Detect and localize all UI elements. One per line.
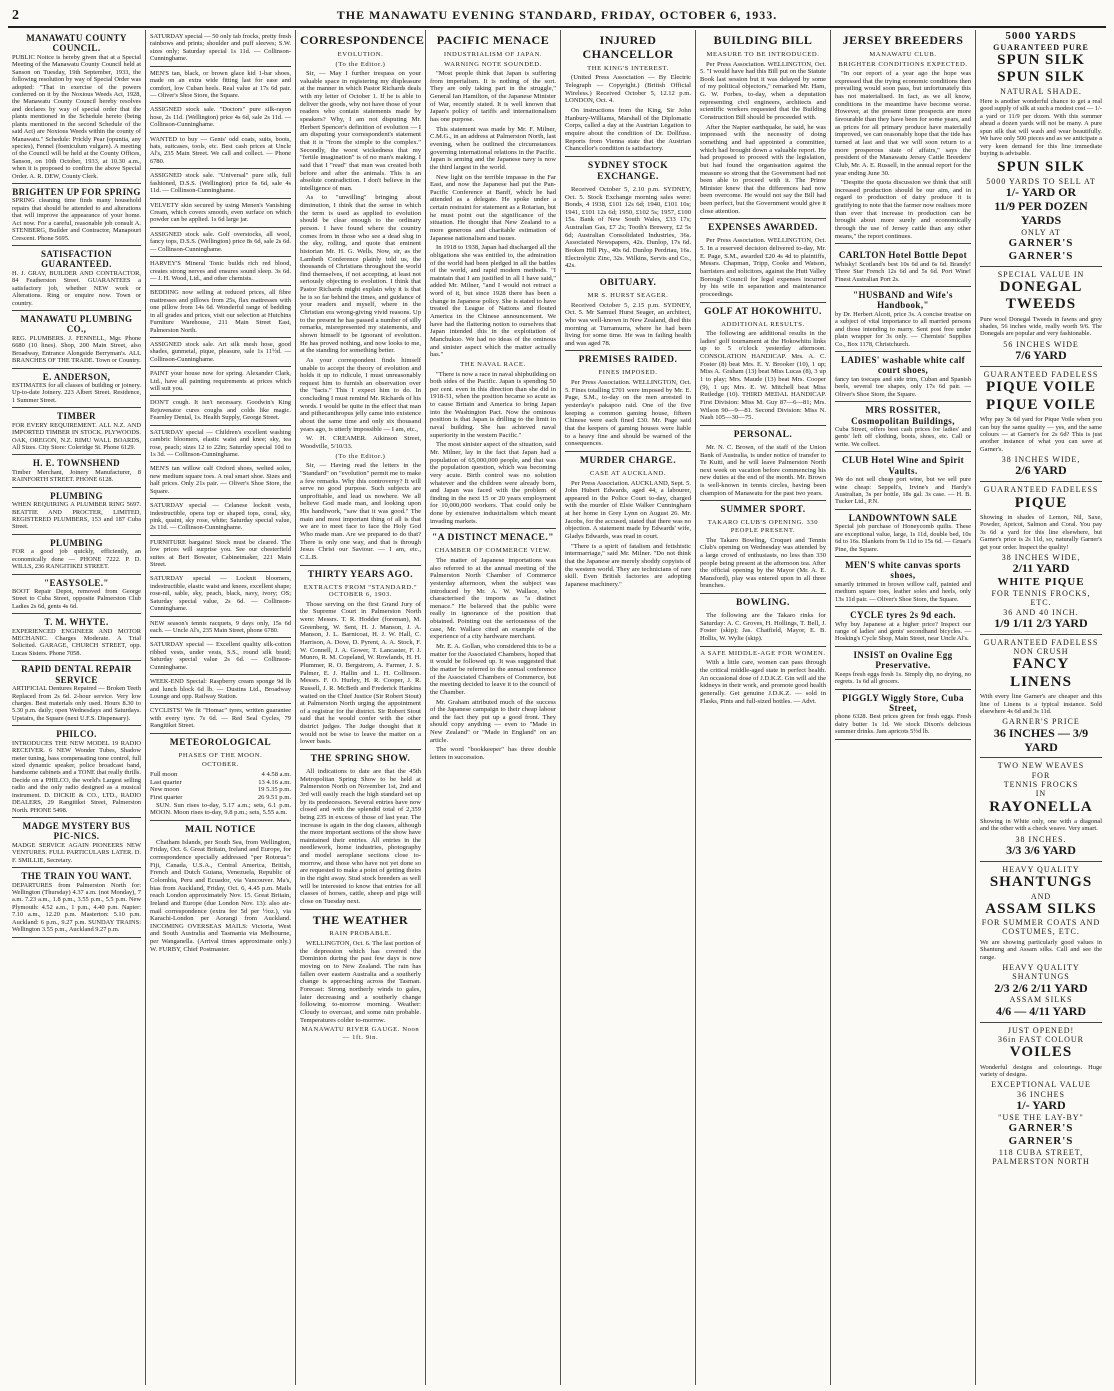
ad-line: HEAVY QUALITY SHANTUNGS (1002, 963, 1080, 982)
classified-ad-title: TIMBER (57, 411, 96, 422)
article-paragraph: Mr. Graham attributed much of the success of the Japanese campaign to their cheap labour and the fact they put up a good front. They should copy anything — even to "Made in New Zealand" or "Made in England" on an article. (430, 698, 556, 744)
classified-ad-body: SATURDAY special — 50 only tab frocks, pretty fresh rainbows and prints; shoulder and puff sleeves; S.W. sizes only; Saturday special 1s 11d. — Collinson-Cunninghame. (150, 33, 291, 63)
classified-ad-body: by Dr. Herbert Alcott, price 3s. A concise treatise on a subject of vital importance to all married persons and those intending to marry. Sent post free under plain wrapper for 3s only. — Chemists' Supplies Co., Box 1178, Christchurch. (835, 310, 971, 348)
ad-text: We are showing particularly good values in Shantung and Assam silks. Call and see the range. (980, 938, 1102, 961)
classified-ad-body: PAINT your house now for spring. Alexander Clark, Ltd., have all painting requirements at prices which will suit you. (150, 370, 291, 393)
classified-ad (12, 246, 141, 311)
classified-ad (150, 286, 291, 338)
ad-line: PIQUE VOILE (985, 396, 1097, 413)
ad-line: GARNER'S (1008, 1122, 1074, 1135)
classified-ad-title: PHILCO. (56, 729, 97, 740)
classified-ad (150, 426, 291, 463)
column-classifieds-2 (146, 30, 295, 1385)
classified-ad (150, 462, 291, 499)
ad-text: Wonderful designs and colourings. Huge variety of designs. (980, 1063, 1102, 1078)
moon-phases-table (150, 771, 291, 802)
ad-text: Here is another wonderful chance to get a real good supply of silk at such a modest cost — 1/- a yard or 11/9 per dozen. With this summer ahead a dozen yards will not be many. A pure spun silk that will wash and wear beautifully. We have only 500 pieces and as we anticipate a very keen demand for this line immediate buying is advisable. (980, 98, 1102, 158)
classified-ad (150, 257, 291, 286)
ad-line: 36 INCHES (1017, 1089, 1065, 1099)
ad-line: IN (1035, 789, 1047, 799)
ad-line: ONLY AT (1021, 227, 1061, 237)
classified-ad-body: WHEN REQUIRING A PLUMBER RING 5697. BEATTIE AND PROCTER, LIMITED, REGISTERED PLUMBERS, 153 and 187 Cuba Street. (12, 501, 141, 531)
injured-chancellor-heading: INJURED CHANCELLOR (582, 33, 674, 61)
classified-ad (835, 607, 971, 647)
ad-price: 2/3 2/6 2/11 YARD (994, 980, 1088, 995)
ad-line: NON CRUSH (1013, 647, 1069, 657)
classified-ad (12, 369, 141, 409)
classified-ad-title: PLUMBING (50, 490, 103, 501)
classified-ad-body: Keeps fresh eggs fresh 1s. Simply dip, no drying, no regrets. 1s 6d all grocers. (835, 670, 971, 686)
thirty-years-heading: THIRTY YEARS AGO. (307, 569, 414, 580)
classified-ad-body: ASSIGNED stock sale. Art silk mesh hose, good shades, gunmetal, pique, pleasure, sale 1s 11½d. — Collinson-Cunninghame. (150, 340, 291, 363)
ad-line: FOR (1031, 770, 1051, 780)
classified-ad-body: Whisky! Scotland's best 10s 6d and 6s 6d. Brandy! Three Star French 12s 6d and 5s 6d. Port Wine! Finest Australian Port 2s. (835, 260, 971, 283)
column-pacific-menace (426, 30, 560, 1385)
classified-ad-body: WANTED to buy — Gents' odd coats, suits, boots, hats, suitcases, tools, etc. Best cash prices at Uncle Al's, 235 Main Street. We call and collect. — Phone 6780. (150, 135, 291, 165)
ad-line: 5000 YARDS TO SELL AT (986, 176, 1096, 186)
classified-ad-title: MRS ROSSITER, Cosmopolitan Buildings, (851, 405, 955, 426)
dateline: (United Press Association — By Electric Telegraph — Copyright.) (British Official Wireless.) Received October 5, 12.12 p.m. LONDON, Oct. 4. (565, 74, 691, 105)
article-paragraph: This statement was made by Mr. F. Milner, C.M.G., in an address at Palmerston North, last evening, when he outlined the circumstances governing international relations in the Pacific. Japan is arming and the Japanese navy is now the third largest in the world. (430, 125, 556, 171)
ad-line: NATURAL SHADE. (1000, 86, 1082, 96)
classified-ad-title: RAPID DENTAL REPAIR SERVICE (21, 664, 132, 685)
classified-ad-title: LANDOWNTOWN SALE (848, 512, 958, 523)
classified-ad (150, 338, 291, 367)
golf-sub: ADDITIONAL RESULTS. (721, 320, 805, 328)
ad-line: GUARANTEED FADELESS (983, 485, 1099, 495)
classified-ad-body: fancy tan toecaps and side trim, Cuban and Spanish heels, several toe shapes, only 17s 6d pair. — Oliver's Shoe Store, the Square. (835, 375, 971, 398)
classified-ad-title: E. ANDERSON, (42, 371, 111, 382)
column-news-3 (831, 30, 975, 1385)
article-paragraph: In 1918 to 1938, Japan had discharged all the obligations she was entitled to, the admiration of the world had been pledged in all the battles of the world, and rapid modern methods. "I maintain that I am justified in all I have said," added Mr. Milner, "and I would not retract a word of it, but since 1928 there has been a change in Japanese policy. She is stated to have treated the League of Nations and flouted America in the Chinese announcement. We have had the flattering notion to ourselves that Japan intended this in the exploitation of Manchukuo. We had no ideas of the ominous and sinister aspect which the matter actually has." (430, 244, 556, 359)
classified-ad-body: SATURDAY special — Children's excellent washing cambric bloomers, elastic waist and knee; sky, tea rose, peach; sizes 12 to 22in; Saturday special 10d to 1s 3d. — Collinson-Cunninghame. (150, 428, 291, 458)
classified-ad (150, 572, 291, 616)
article-paragraph: "Most people think that Japan is suffering from imperialism. It is nothing of the sort. They are only taking part in the struggle," General Ian Hamilton, of the Japanese Minister of War, recently stated. It is well known that Japan's policy of tariffs and internationalism has one purpose. (430, 70, 556, 124)
classified-ad (835, 452, 971, 510)
moon-phase-time: 4 4.58 a.m. (261, 770, 291, 778)
moon-phase-name: Full moon (150, 770, 178, 778)
article-paragraph: Mr. E. A. Gollan, who considered this to be a matter for the Associated Chambers, hoped that it would be followed up. It was suggested that the matter be referred to the annual conference of the Associated Chambers of Commerce, but the meeting decided to leave it to the council of the Chamber. (430, 643, 556, 696)
classified-ad-body: SATURDAY special — Excellent quality silk-cotton ribbed vests, under vests, S.S., round silk braid; Saturday special value 2s 6d. — Collinson-Cunninghame. (150, 641, 291, 671)
river-gauge: MANAWATU RIVER GAUGE. Noon — 1ft. 9in. (301, 1026, 420, 1041)
ad-line: 36 AND 40 INCH. (1003, 607, 1079, 617)
ad-line: PIQUE VOILE (985, 379, 1097, 396)
classified-ad-title: MANAWATU COUNTY COUNCIL. (26, 33, 127, 54)
classified-ad (150, 704, 291, 733)
classified-ad (835, 402, 971, 452)
classified-ad-body: PUBLIC Notice is hereby given that at a Special Meeting of the Manawatu County Council held at Sanson on Tuesday, 19th September, 1933, the following resolution by way of Special Order was adopted: "That in exercise of the powers conferred on it by the Noxious Weeds Act, 1928, the Manawatu County Council hereby resolves and declares by way of special order that the plants mentioned in the Schedule hereto (being plants mentioned in the second Schedule of the said Act) are Noxious Weeds within the county of Manawatu." Schedule: Prickly Pear (opuntia, any species), Fennel (foeniculum vulgare). A meeting of the Council will be held at the County Offices, Sanson, on 10th October, 1933, at 10.30 a.m., when it is proposed to confirm the above Special Order. A. R. DEW, County Clerk. (12, 53, 141, 180)
distinct-menace-sub: CHAMBER OF COMMERCE VIEW. (434, 547, 552, 555)
jersey-breeders-heading: JERSEY BREEDERS (842, 33, 964, 47)
sun-moon-times: SUN. Sun rises to-day, 5.17 a.m.; sets, 6.1 p.m. MOON. Moon rises to-day, 9.8 p.m.; sets, 5.55 a.m. (150, 801, 291, 817)
ad-price: 1/9 1/11 2/3 YARD (994, 615, 1088, 630)
classified-ad-body: Cuba Street, offers best cash prices for ladies' and gents' left off clothing, boots, shoes, etc. Call or write. We collect. (835, 425, 971, 448)
article-paragraph: New light on the terrible impasse in the Far East, and now the Japanese had put the Pan-Pacific Conference at Banff, which he had attended as a delegate. He spoke under a certain restraint for statement as a Rotarian, but he must point out the significance of the situation. He thought that New Zealand to a more generous and charitable estimation of Japanese nationalism and issues. (430, 173, 556, 242)
ad-line: ASSAM SILKS (985, 900, 1097, 917)
obituary-sub: MR S. HURST SEAGER. (587, 291, 669, 299)
ad-price: 11/9 PER DOZEN YARDS (994, 199, 1088, 227)
mail-notice-heading: MAIL NOTICE (185, 824, 256, 835)
obituary-heading: OBITUARY. (599, 277, 657, 288)
classified-ad (835, 510, 971, 557)
ad-line: AND (1030, 891, 1052, 901)
safe-middle-age-heading: A SAFE MIDDLE-AGE FOR WOMEN. (700, 649, 826, 657)
classified-ad-title: MANAWATU PLUMBING CO., (20, 314, 133, 335)
article-paragraph: The most sinister aspect of the situation, said Mr. Milner, lay in the fact that Japan had a population of 65,000,000 people, and that was the population question, which was becoming very acute. Birth control was no solution whatever and the children were already born, and Japan was faced with the problem of finding in the next 15 or 20 years employment for 10,000,000 workers. That could only be done by extensive industrialism which meant invading markets. (430, 441, 556, 525)
pacific-menace-sub1: INDUSTRIALISM OF JAPAN. (443, 50, 543, 58)
classified-ad-body: MEN'S tan willow calf Oxford shoes, welted soles, new medium square toes. A real smart shoe. Sizes and half prices. Only 21s pair. — Oliver's Shoe Store, the Square. (150, 465, 291, 495)
classified-ad-title: MADGE MYSTERY BUS PIC-NICS. (22, 820, 131, 842)
garners-advertisement (976, 30, 1106, 1385)
weather-sub: RAIN PROBABLE. (329, 930, 392, 938)
ad-line: 56 INCHES WIDE (1003, 339, 1079, 349)
classified-ad (12, 30, 141, 184)
classified-ad-title: PIGGLY Wiggly Store, Cuba Street, (842, 692, 964, 713)
classified-ad-body: Timber Merchant, Joinery Manufacturer, 8 RAINFORTH STREET. PHONE 6128. (12, 468, 141, 484)
ad-text: Showing in shades of Lemon, Nil, Saxe, Powder, Apricot, Salmon and Coral. You pay 3s 6d a yard for this line elsewhere, but Garner's price is 2s 11d, so, naturally Garner's get your order. Inspect the quality! (980, 514, 1102, 551)
ad-line: 118 CUBA STREET, PALMERSTON NORTH (992, 1147, 1090, 1166)
small-ads-list (835, 247, 971, 739)
evolution-heading: EVOLUTION. (337, 50, 384, 58)
ad-price: 3/3 3/6 YARD (1006, 843, 1076, 857)
stock-exchange-body: Received October 5, 2.10 p.m. SYDNEY, Oct. 5. Stock Exchange morning sales were: Bonds, 4 1938, £101 12s 6d; 1940, £101 10s; 1941, £101 12s 6d; 1950, £102 5s; 1957, £100 15s. Bank of New South Wales, £33 17s; Australian Gas, £7 2s; Tooth's Brewery, £2 5s 6d; Australian Consolidated Industries, 36s. Associated Newspapers, 42s. Dunlop, 17s 6d. Broken Hill Pty., 40s 6d. Dunlop Perdriau, 16s. Electrolytic Zinc, 32s. Wilkins, Servis and Co., 42s. (565, 185, 691, 270)
ad-line: SPUN SILK (997, 69, 1085, 86)
murder-charge-sub: CASE AT AUCKLAND. (589, 469, 667, 477)
ad-line: 38 INCHES. (1015, 834, 1067, 844)
classified-ad (835, 247, 971, 287)
classified-ad-body: smartly trimmed in brown willow calf, painted and medium square toes, leather soles and heels, only 13s 11d pair. — Oliver's Shoe Store, the Square. (835, 580, 971, 603)
page-number: 2 (12, 8, 20, 23)
ad-text: Why pay 3s 6d yard for Pique Voile when you can buy the same quality — yes, and the same colours — at Garner's for 2s 6d? This is just another instance of what you can save at Garner's. (980, 416, 1102, 453)
pacific-menace-sub2: WARNING NOTE SOUNDED. (444, 60, 542, 68)
classified-ad (150, 617, 291, 639)
article-paragraph: "Despite the quota discussion we think that still increased production should be our aim, and in regard to production of dairy produce it is gratifying to note that the farmer now realises more than ever that increase in production can be brought about more surely and economically through the use of Jersey cattle than any other means," the report continues. (835, 179, 971, 240)
article-paragraph: After the Napier earthquake, he said, he was impressed with the necessity of doing something and had appointed a committee, which had brought down a valuable report. He had proposed to proceed with the legislation, but had found the organisation against the measure so strong that the Government had not been able to proceed with it. The Prime Minister knew that the differences had now been overcome. He would not say the Bill had been perfect, but the Government would give it close attention. (700, 123, 826, 215)
ad-line: SPECIAL VALUE IN (997, 269, 1085, 279)
ad-line: FOR SUMMER COATS AND COSTUMES, ETC. (981, 918, 1101, 937)
classified-ad (150, 228, 291, 257)
premises-raided-sub: FINES IMPOSED. (598, 369, 658, 377)
ad-price: 2/6 YARD (1015, 463, 1067, 478)
ad-line: FOR TENNIS FROCKS, ETC. (991, 589, 1091, 608)
jersey-sub1: MANAWATU CLUB. (869, 50, 937, 58)
classified-ad (150, 199, 291, 228)
bowling-heading: BOWLING. (736, 598, 790, 609)
classified-ad (12, 661, 141, 726)
column-correspondence (296, 30, 425, 1385)
ad-text: Showing in White only, one with a diagonal and the other with a check weave. Very smart. (980, 817, 1102, 833)
classified-ad-body: H. J. GRAY, BUILDER AND CONTRACTOR, 84 Featherston Street. GUARANTEES a satisfactory job, whether NEW work or Alterations. Ring or enquire now. Town or country. (12, 269, 141, 307)
classified-ad (12, 408, 141, 455)
classified-ad-body: Special job purchase of Honeycomb quilts. These are exceptional value, large, 1s 11d, double bed, 10s 6d to 16s. Blankets from 9s 11d to 15s 6d. — Gruar's Pine, the Square. (835, 523, 971, 553)
ad-text: With every line Garner's are cheaper and this line of Linens is a typical instance. Sold elsewhere 4s 6d and 3s 11d. (980, 693, 1102, 715)
jersey-sub2: BRIGHTER CONDITIONS EXPECTED. (838, 60, 968, 68)
article-paragraph: Per Press Association. AUCKLAND, Sept. 5. John Hubert Edwards, aged 44, a labourer, appeared in the Police Court to-day, charged with the murder of Elsie Walker Cunningham at her home in Grey Lynn on August 26. Mr. Jacobs, for the accused, stated that there was no objection. A statement made by Edwards' wife, Gladys Edwards, was read in court. (565, 479, 691, 540)
classified-ad (12, 868, 141, 937)
moon-phase-time: 26 9.51 p.m. (257, 793, 291, 801)
classified-ad-title: CYCLE tyres 2s 9d each. (850, 610, 956, 621)
classified-ad (12, 575, 141, 615)
classified-ad (150, 396, 291, 425)
pacific-menace-heading: PACIFIC MENACE (436, 33, 550, 47)
ad-text: Pure wool Donegal Tweeds in fawns and grey shades, 56 inches wide, really worth 9/6. The Donegals are popular and very fashionable. (980, 315, 1102, 338)
ad-line: ASSAM SILKS (1009, 995, 1073, 1005)
column-news-2 (696, 30, 830, 1385)
classified-ad-title: THE TRAIN YOU WANT. (21, 871, 132, 882)
classified-ad (150, 169, 291, 198)
classified-ad-body: SATURDAY special — Locknit bloomers, indestructible, elastic waist and knees, excellent shape; rose-nil, sable, sky, peach, black, navy, ivory; OS; Saturday special value, 2s 6d. — Collinson-Cunninghame. (150, 575, 291, 613)
classified-ad-title: SATISFACTION GUARANTEED. (41, 249, 112, 270)
classified-ad-body: MEN'S tan, black, or brown glace kid 1-bar shoes, made on an extra wide fitting last for ease and comfort, low Cuban heels. Real value at 17s 6d pair. — Oliver's Shoe Store, the Square. (150, 69, 291, 99)
ad-line: FANCY LINENS (1010, 656, 1072, 690)
article-paragraph: "There is a spirit of fatalism and fetishistic intermarriage," said Mr. Milner. "Do not think that the Japanese are merely shoddy copyists of the western world. They are technicians of rare skill. Even British factories are adopting Japanese machinery." (565, 542, 691, 588)
small-ads-list (150, 30, 291, 734)
ad-line: 38 INCHES WIDE, (1001, 455, 1081, 465)
ad-line: GUARANTEED FADELESS (983, 637, 1099, 647)
newspaper-title: THE MANAWATU EVENING STANDARD, FRIDAY, OCTOBER 6, 1933. (336, 8, 778, 22)
bowling-body: The following are the Takaro rinks for Saturday: A. C. Groves, H. Hollings, T. Bell, J. Foster (skip); Jas. Chatfield, Mayor, E. B. Hollis, W. Wylie (skip). (700, 612, 826, 643)
classified-ad-title: BRIGHTEN UP FOR SPRING (12, 187, 141, 198)
spring-show-heading: THE SPRING SHOW. (310, 754, 411, 765)
classified-ad (150, 133, 291, 170)
classified-ad (835, 647, 971, 690)
ad-line: EXCEPTIONAL VALUE (991, 1080, 1091, 1090)
to-editor-note: (To the Editor.) (335, 452, 386, 460)
classified-ad-body: FURNITURE bargains! Stock must be cleared. The low prices will surprise you. See our chesterfield suites at Bert Bowater, Cabinetmaker, 221 Main Street. (150, 538, 291, 569)
weather-heading: THE WEATHER (312, 912, 409, 927)
classified-ad (12, 614, 141, 661)
summer-sport-heading: SUMMER SPORT. (720, 505, 806, 516)
thirty-years-body: Those serving on the first Grand Jury of the Supreme Court in Palmerston North were: Messrs. T. R. Hodder (foreman), M. Greenberg, W. Sent, H. J. Manson, J. A. Manson, J. L. Barnicoat, H. J. W. Hall, C. Harrison, A. Dove, D. Pyrent, A. A. Stock, F. W. Connell, J. A. Gower, T. Lancaster, F. J. Munro, R. M. Copeland, W. Rowlands, H. H. Plummer, R. O. Bergstrom, A. Farmer, J. S. Palmer, E. J. Hallin and L. H. Collinson. Messrs. F. O. Hurley, H. R. Cooper, J. R. Russell, J. R. McBeth and Frederick Hankins waited on the Chief Justice (Sir Robert Stout) at Palmerston North urging the appointment of a registrar for the district. Sir Robert Stout said that he would confer with the other district judges. The Judge thought that it would not be wise to leave the matter on a lower basis. (300, 600, 421, 746)
moon-phase-time: 19 5.35 p.m. (257, 786, 291, 794)
classified-ad-body: ASSIGNED stock sale. "Universal" pure silk, full fashioned, D.S.S. (Wellington) price 6s 6d, sale 4s 11d. — Collinson-Cunninghame. (150, 172, 291, 195)
ad-price: 4/6 — 4/11 YARD (995, 1003, 1087, 1018)
classified-ad-body: SATURDAY special — Celanese locknit vests, indestructible, opera top or shaped tops, coral, sky, pink, quaint, sky rose, white; Saturday special value, 2s 11d. — Collinson-Cunninghame. (150, 502, 291, 532)
article-paragraph: Per Press Association. WELLINGTON, Oct. 5. "I would have had this Bill put on the Statute Book last session but it was delayed by some of my political objectors," remarked Mr. Ham, G. W. Forbes, to-day, when a deputation representing civil engineers, architects and scientific workers requested that the Building Construction Bill should be proceeded with. (700, 60, 826, 122)
expenses-awarded-heading: EXPENSES AWARDED. (708, 223, 818, 234)
classified-ad (12, 311, 141, 369)
classified-ad-body: ASSIGNED stock sale. "Doctors" pure silk-rayon hose, 2s 11d. (Wellington) price 4s 6d, sale 2s 11d. — Collinson-Cunninghame. (150, 106, 291, 129)
ad-line: SHANTUNGS (989, 874, 1093, 891)
evolution-letter-para: As to "unwilling" bringing about diminution, I think that the sense in which the term is used as applied to evolution should be clear enough to the ordinary person. I have found where the country comes from in those who see a dead slug in the sky, rolling, and quote that eminent historian Mr. H. G. Wells. Now, sir, as the Lambeth Conference plainly told us, the thousands of Christians throughout the world find themselves, if not accepting, at least not seriously objecting to evolution. I think that Pastor Richards might explain why it is that he is so far behind the times, and guidance of your readers and myself, where in the Christian era wrong-giving vivid reasons. Up to the present he has passed a number of silly remarks, misrepresented my statements, and shown himself to be ignorant of evolution. He has proved nothing, and now looks to me, at the standing for something better. (300, 194, 421, 355)
classified-ad (835, 690, 971, 740)
classified-ad (150, 367, 291, 396)
classified-ad-body: FOR EVERY REQUIREMENT. ALL N.Z. AND IMPORTED TIMBER IN STOCK. PLYWOODS. OAK, OREGON, N.Z. RIMU WALL BOARDS, All Sizes. City Store: Coleridge St. Phone 6129. (12, 421, 141, 451)
classified-ad-body: HARVEY'S Mineral Tonic builds rich red blood, creates strong nerves and ensures sound sleep. 3s 6d. — J. H. Wood, Ltd., and other chemists. (150, 260, 291, 282)
ad-line: RAYONELLA (989, 798, 1093, 815)
classified-ad (150, 103, 291, 132)
ad-line: "USE THE LAY-BY" (998, 1112, 1084, 1122)
classified-ad-body: DON'T cough. It isn't necessary. Goodwin's King Rejuvenator cures coughs and colds like magic. Fearnley Dental, 1s. Health Supply, George Street. (150, 399, 291, 422)
ad-line: GUARANTEED PURE (993, 42, 1089, 52)
summer-sport-body: The Takaro Bowling, Croquet and Tennis Club's opening on Wednesday was attended by a large crowd of enthusiasts, no less than 330 people being present at the afternoon tea. After the official opening by the Mayor (Mr. A. E. Mansford), play was entered upon in all three branches. (700, 536, 826, 590)
article-paragraph: The matter of Japanese importations was also referred to at the annual meeting of the Palmerston North Chamber of Commerce yesterday afternoon, when the subject was introduced by Mr. A. W. Wallace, who characterised the imports as "a distinct menace." He believed that the public were really in ignorance of the position that obtained. Pointing out the seriousness of the case, Mr. Wallace cited an example of the experience of a city hardware merchant. (430, 557, 556, 641)
ad-line: HEAVY QUALITY (1002, 864, 1080, 874)
classified-ad (835, 557, 971, 607)
naval-race-heading: THE NAVAL RACE. (460, 360, 526, 368)
classified-ad (835, 287, 971, 352)
classified-ad-body: INTRODUCES THE NEW MODEL 19 RADIO RECEIVER. 6 NEW Wonder Tubes, Shadow meter tuning, bass compensating tone control, full sized dynamic speaker, police broadcast band, handsome cabinets and a TONE that really thrills. Decide on a PHILCO, the world's Largest selling radio and the only radio designed as a musical instrument. D. DICKIE & CO., LTD., RADIO DEALERS, 29 Rangitikei Street, Palmerston North. PHONE 5498. (12, 739, 141, 814)
classified-ad-body: CYCLISTS! We fit "Homac" tyres, written guarantee with every tyre. 7s 6d. — Red Seal Cycles, 79 Rangitikei Street. (150, 707, 291, 730)
safe-middle-age-body: With a little care, women can pass through the critical middle-aged state in perfect health. An occasional dose of J.D.K.Z. Gin will aid the kidneys in their work, and promote good health generally. Get genuine J.D.K.Z. — sold in Flasks, Pints and full-sized bottles. — Advt. (700, 659, 826, 705)
murder-charge-heading: MURDER CHARGE. (579, 455, 677, 466)
to-editor-note: (To the Editor.) (335, 60, 386, 68)
classified-ad (150, 499, 291, 536)
kings-interest-sub: THE KING'S INTEREST. (587, 64, 669, 72)
classified-ad-body: BOOT Repair Depot, removed from George Street to Cuba Street, opposite Palmerston Club Ladies 2s 6d, gents 4s 6d. (12, 587, 141, 610)
article-paragraph: "In our report of a year ago the hope was expressed that the trying economic conditions then prevailing would soon pass, but unfortunately this has not materialised. In fact, as we all know, conditions in the meantime have become worse. However, at the present time prospects are more favourable than they have been for some years, and as prices for all primary produce have materially improved, we can reasonably hope that the tide has turned at last and that we will soon return to a more prosperous state of affairs," says the president of the Manawatu Jersey Cattle Breeders' Club, Mr. A. E. Russell, in the annual report for the year ending June 30. (835, 70, 971, 177)
classified-ad (150, 675, 291, 704)
building-bill-sub: MEASURE TO BE INTRODUCED. (706, 50, 820, 58)
ad-line: GARNER'S (1008, 249, 1074, 262)
premises-raided-heading: PREMISES RAIDED. (578, 355, 678, 366)
classified-ad (12, 488, 141, 535)
moon-phase-name: Last quarter (150, 778, 182, 786)
classified-ad-body: REG. PLUMBERS. J. FENNELL, Mgr. Phone 6680 (10 lines). Shop, 200 Main Street, also Broadway, Entrance Alongside Berryman's. ALL BRANCHES OF THE TRADE. Town or Country. (12, 334, 141, 365)
classified-ad-title: "HUSBAND and Wife's Handbook," (853, 289, 953, 311)
classified-ad (150, 638, 291, 675)
ad-line: PIQUE (1014, 494, 1068, 511)
masthead (8, 6, 1106, 28)
classified-ad-body: ESTIMATES for all classes of building or joinery. Up-to-date Joinery. 223 Albert Street. Residence, 1 Summer Street. (12, 382, 141, 404)
classified-ad-title: CARLTON Hotel Bottle Depot (838, 250, 968, 261)
moon-phase-name: New moon (150, 786, 180, 794)
meteorological-heading: METEOROLOGICAL (169, 737, 272, 748)
expenses-awarded-body: Per Press Association. WELLINGTON, Oct. 5. In a reserved decision delivered to-day, Mr. E. Page, S.M., awarded £20 4s 4d to plaintiffs, Messrs. Chapman, Tripp, Cooke and Watson, barristers and solicitors, against the Hutt Valley Borough Council for legal expenses incurred by his wife in separation and maintenance proceedings. (700, 237, 826, 298)
ad-line: 5000 YARDS (1005, 30, 1077, 42)
ad-price: 36 INCHES — 3/9 YARD (993, 725, 1089, 754)
ad-line: DONEGAL TWEEDS (999, 278, 1083, 313)
personal-heading: PERSONAL. (733, 429, 793, 440)
ad-line: GARNER'S (1008, 237, 1074, 250)
ad-line: GARNER'S (1008, 1134, 1074, 1147)
classified-ad-body: Why buy Japanese at a higher price? Inspect our range of ladies' and gents' secondhand bicycles. — Hosking's Cycle Shop, Main Street, near Uncle Al's. (835, 620, 971, 643)
ad-line: SPUN SILK (997, 52, 1085, 69)
ad-line: TWO NEW WEAVES (997, 761, 1085, 771)
classified-ad-body: EXPERIENCED ENGINEER AND MOTOR MECHANIC. Charges Moderate. A Trial Solicited. GARAGE, CHURCH STREET, opp. Lucas Sisters. Phone 7058. (12, 627, 141, 657)
ad-line: 36in FAST COLOUR (998, 1034, 1084, 1044)
classified-ad (150, 536, 291, 573)
premises-raided-body: Per Press Association. WELLINGTON, Oct. 5. Fines totalling £701 were imposed by Mr. E. Page, S.M., to-day on the men arrested in yesterday's pakapoo raid. One of the five keeping a common gaming house, fifteen Chinese were each fined £30. Mr. Page said that the keepers of gaming houses were liable to a heavy fine and should be warned of the consequences. (565, 379, 691, 448)
classified-ad-body: VELVETY skin secured by using Menen's Vanishing Cream, which covers smooth, even surface on which powder can be applied. 1s 6d large jar. (150, 201, 291, 224)
ad-price: 2/11 YARD (1012, 561, 1070, 576)
evolution-letter-signature: W. H. CREAMER. Atkinson Street, Woodville, 5/10/33. (300, 435, 421, 450)
moon-phase-name: First quarter (150, 793, 183, 801)
ad-line: SPUN SILK (997, 159, 1085, 176)
ad-line: GUARANTEED FADELESS (983, 370, 1099, 380)
ad-line: GARNER'S PRICE (1002, 717, 1080, 727)
classified-ad-body: SPRING cleaning time finds many household repairs that should be attended to and alterations that will improve the appearance of your home. Act now. For a careful, reasonable job consult A. STENBERG, Builder and Contractor, Manapouri Crescent. Phone 5695. (12, 197, 141, 242)
ad-line: VOILES (1009, 1044, 1073, 1061)
ad-price: 7/6 YARD (1015, 348, 1067, 363)
classified-ad (835, 352, 971, 402)
classified-ad (150, 30, 291, 67)
personal-body: Mr. N. C. Brown, of the staff of the Union Bank of Australia, is under notice of transfer to Te Kuiti, and he will leave Palmerston North next week on vacation before commencing his new duties at the end of the month. Mr. Brown is well-known in tennis circles, having been champion of Manawatu for the past two years. (700, 443, 826, 497)
classified-ad (12, 818, 141, 868)
classified-ad-title: "EASYSOLE." (44, 577, 109, 588)
golf-heading: GOLF AT HOKOWHITU. (704, 306, 822, 317)
evolution-letter-para: As your correspondent finds himself unable to accept the theory of evolution and holds it up to ridicule, I must unreasonably request him to furnish an observation over the "facts." This I expect him to do. In concluding I must remind Mr. Richards of his words. I would be quite in the effect that man and pithecanthropus jelly came into existence about the same time and only six thousand years ago, is utterly impossible — I am, etc., (300, 356, 421, 433)
classified-ad-title: PLUMBING (50, 537, 103, 548)
summer-sport-sub: TAKARO CLUB'S OPENING. 330 PEOPLE PRESENT. (707, 519, 819, 534)
ad-line: 38 INCHES WIDE, (1001, 553, 1081, 563)
building-bill-heading: BUILDING BILL (713, 33, 813, 47)
classified-ad-body: ASSIGNED stock sale. Golf overstocks, all wool, fancy tops, D.S.S. (Wellington) price 8s 6d, sale 2s 6d. — Collinson-Cunninghame. (150, 230, 291, 253)
classified-ad (12, 726, 141, 818)
article-paragraph: On instructions from the King, Sir John Hanbury-Williams, Marshall of the Diplomatic Corps, called a day at the Austrian Legation to enquire about the condition of Dr. Dollfuss. Reports from Vienna state that the Austrian Chancellor's condition is satisfactory. (565, 107, 691, 153)
article-paragraph: "There is now a race in naval shipbuilding on both sides of the Pacific. Japan is spending 50 per cent. even in this direction than she did in 1918-31, when the position became so acute as to cause Britain and America to bring Japan into the Washington Pact. Now the ominous position is that Japan is drilling to the limit in naval building. She has achieved naval superiority in the western Pacific." (430, 370, 556, 439)
classified-ad-title: MEN'S white canvas sports shoes, (845, 559, 961, 581)
ad-line: TENNIS FROCKS (1003, 779, 1079, 789)
classified-ad (150, 67, 291, 104)
classified-ad-title: LADIES' washable white calf court shoes, (840, 354, 966, 376)
moon-phase-row (150, 794, 291, 802)
distinct-menace-heading: "A DISTINCT MENACE." (432, 533, 554, 544)
mail-notice-body: Chatham Islands, per South Sea, from Wellington, Friday, Oct. 6. Great Britain, Ireland and Europe, for correspondence specially addressed "per Rotorua": Fiji, Canada, U.S.A., Central America, British, French and Dutch Guiana, Venezuela, Republic of Colombia, Peru and Ecuador, via Vancouver. Ma's, bias from Auckland, Friday, Oct. 6, 4.45 p.m. Mails reach London approximately Nov. 15. Great Britain, Ireland and Europe (due London Nov. 13): also air-mail correspondence (extra fee 5d per ½oz.), via Karachi-London per Aorangi from Auckland. INCOMING OVERSEAS MAILS: Victoria, West and South Australia and Tasmania via Melbourne, per Wanganella. (Arrival times approximate only.) W. FURBY, Chief Postmaster. (150, 838, 291, 953)
ad-line: WHITE PIQUE (997, 576, 1085, 589)
moon-phase-time: 13 4.16 a.m. (258, 778, 291, 786)
column-classifieds-1 (8, 30, 145, 1385)
classified-ad (12, 184, 141, 246)
classified-ad-body: NEW season's tennis racquets, 9 days only, 15s 6d each. — Uncle Al's, 235 Main Street, phone 6780. (150, 619, 291, 634)
classified-ad-title: CLUB Hotel Wine and Spirit Vaults. (841, 455, 965, 476)
ad-price: 1/- YARD OR (1005, 185, 1077, 200)
filler-note: The word "bookkeeper" has three double letters in succession. (430, 746, 556, 762)
moon-month: OCTOBER. (201, 761, 240, 769)
stock-exchange-heading: SYDNEY STOCK EXCHANGE. (587, 160, 669, 182)
classified-ad-title: INSIST on Ovaline Egg Preservative. (853, 649, 953, 671)
correspondence-heading: CORRESPONDENCE (300, 33, 425, 47)
ad-line: JUST OPENED! (1007, 1025, 1075, 1035)
classified-ad-title: T. M. WHYTE. (44, 617, 109, 628)
classified-ad-body: MADGE SERVICE AGAIN PIONEERS NEW VENTURES. FULL PARTICULARS LATER. D. F. SMILLIE, Secretary. (12, 841, 141, 864)
evolution-letter-para: Sir, — May I further trespass on your valuable space in registering my displeasure at the manner in which Pastor Richards deals with my letter of October 1. If he is able to deliver the goods, why not have those of your readers who contain statements made by speakers? Why, I am not disputing Mr. Herbert Spencer's definition of evolution — I am disputing your correspondent's statement that it is "from the simple to the complex." Secondly, the worst wickedness that my "fertile imagination" is of no man's making. I said that I "read" that man was created both before and after the animals. This is an absolute contradiction. I don't believe in the intelligence of man. (300, 70, 421, 192)
moon-phase-row (150, 771, 291, 779)
classified-ad-body: We do not sell cheap port wine, but we sell pure wine cheap: Seppelt's, Irvine's and Hardy's Australian, 3s per bottle, 18s gal. 3s case. — H. B. Tucker Ltd., P.N. (835, 476, 971, 506)
weather-body: WELLINGTON, Oct. 6. The last portion of the depression which has covered the Dominion during the past few days is now moving on to New Zealand. The rain has fallen over eastern Australia and a southerly change is approaching across the Tasman. Forecast: Strong northerly winds to gales, later decreasing and a southerly change following to-morrow morning. Weather: Cloudy to overcast, and some rain probable. Temperatures colder to-morrow. (300, 940, 421, 1024)
classified-ad-body: FOR a good job quickly, efficiently, an economically done — PHONE 7222. P. D. WILLS, 236 RANGITIKEI STREET. (12, 548, 141, 571)
classified-ad-body: phone 6328. Best prices given for fresh eggs. Fresh dairy butter 1s 1d. We stock Dixon's delicious summer drinks. Jam apricots 5½d lb. (835, 713, 971, 736)
moon-phase-row (150, 786, 291, 794)
obituary-body: Received October 5, 2.15 p.m. SYDNEY, Oct. 5. Mr Samuel Hurst Seager, an architect, who was well-known in New Zealand, died this morning at Turramurra, where he had been living for some time. He was in failing health and was aged 78. (565, 301, 691, 347)
golf-body: The following are additional results in the ladies' golf tournament at the Hokowhitu links up to 5 o'clock yesterday afternoon. CONSOLATION HANDICAP. Mrs. A. C. Foster (8) beat Mrs. E. Y. Brooker (10), 1 up; Miss A. Graham (13) beat Miss Lucas (8), 3 up 1 to play; Mrs. Maude (13) beat Mrs. Cooper (9), 1 up; Mrs. E. W. Mitchell beat Miss Rutledge (10). THIRD MEDAL HANDICAP. First Division: Miss M. Guy 87—6—81; Mrs. Wilson 90—9—81. Second Division: Miss N. Nash 105—30—75. (700, 330, 826, 422)
ad-price: 1/- YARD (1016, 1097, 1066, 1112)
classified-ad (12, 535, 141, 575)
classified-ad-body: DEPARTURES from Palmerston North for: Wellington (Thursday) 4.37 a.m. (not Monday), 7 a.m. 7.23 a.m., 1.8 p.m., 3.55 p.m., 5.5 p.m. New Plymouth: 4.52 a.m., 1 p.m., 4.40 p.m. Napier: 7.10 a.m., 12.20 p.m. Masterton: 5.10 p.m. Auckland: 6 p.m., 9.27 p.m. SUNDAY TRAINS: Wellington 3.55 p.m., Auckland 9.27 p.m. (12, 881, 141, 934)
classified-ad-body: ARTIFICIAL Dentures Repaired — Broken Teeth Replaced from 2s 6d. 2-hour service. Very low charges. Best materials only used. Hours 8.30 to 5.30 p.m. daily; open Wednesdays and Saturdays. Upstairs, the Square (next U.F.S. Dispensary). (12, 685, 141, 722)
spring-show-body: All indications to date are that the 45th Metropolitan Spring Show to be held at Palmerston North on November 1st, 2nd and 3rd will easily reach the high standard set up by its predecessors. Several entries have now closed and with the splendid total of 2,359 being 235 in excess of those of last year. The increase is again in the dog classes, although the more important sections of the show have maintained their entries. All entries in the needlework, home industries, photography and model aeroplane sections close to-morrow, and those who have not yet done so are requested to make a point of getting theirs in the right away. Stud stock breeders as well will be interested to know that entries for all classes of horses, cattle, sheep and pigs will close on Tuesday next. (300, 768, 421, 905)
classified-ad-body: WEEK-END Special: Raspberry cream sponge 9d lb and lunch block 6d lb. — Dustins Ltd., Broadway Lounge and opp. Railway Station. (150, 678, 291, 700)
classified-ad-body: BEDDING now selling at reduced prices, all fibre mattresses and pillows from 25s, flax mattresses with one pillow from 14s 6d. Wonderful range of bedding in all grades and prices, visit our selection at Hutchins Furniture Warehouse, 211 Main Street East, Palmerston North. (150, 289, 291, 334)
evolution-letter-2: Sir, — Having read the letters in the "Standard" on "evolution" permit me to make a few remarks. Why this controversy? It will serve no good purpose. Such subjects are unprofitable, and lead us nowhere. We all believe God made man, and looking upon His handiwork, "saw that it was good." The main and most important thing of all is that we are to meet face to face the Holy God Who made man. Are we prepared to do that? There is only one way, and that is through Jesus Christ our Saviour. — I am, etc., C.L.B. (300, 462, 421, 561)
classified-ad (12, 455, 141, 487)
moon-phases-heading: PHASES OF THE MOON. (178, 751, 263, 759)
classified-ad-title: H. E. TOWNSHEND (32, 458, 121, 469)
thirty-years-sub: EXTRACTS FROM "STANDARD." OCTOBER 6, 1903. (303, 583, 418, 599)
moon-phase-row (150, 779, 291, 787)
column-news-1 (561, 30, 695, 1385)
